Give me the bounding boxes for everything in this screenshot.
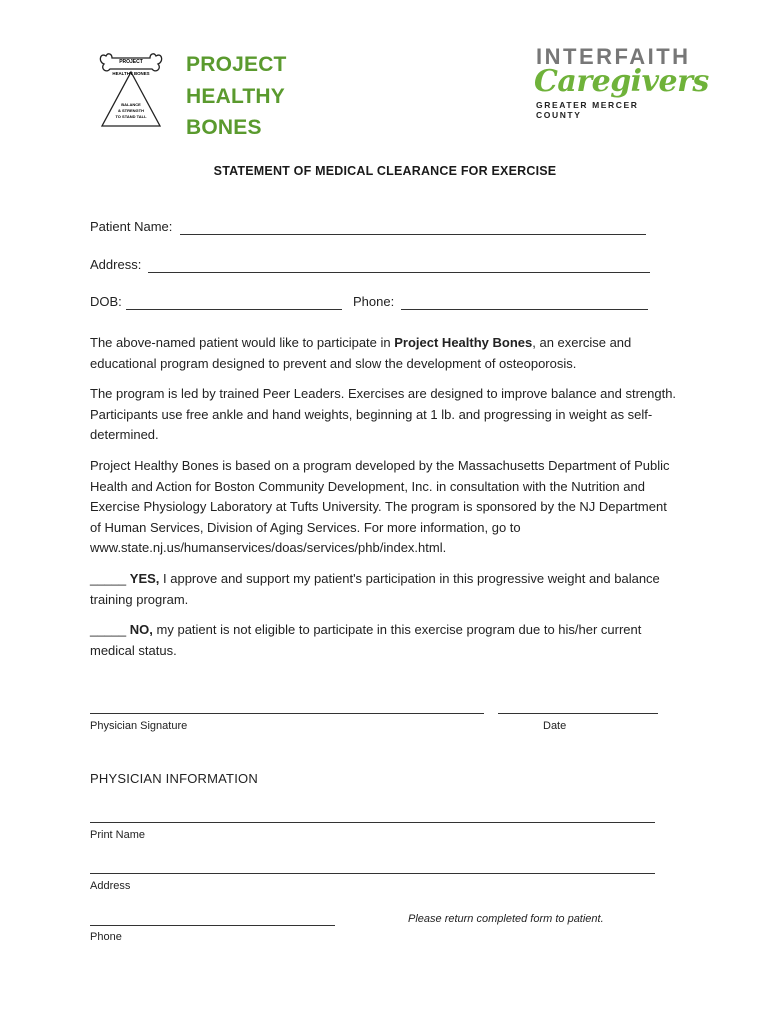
physician-phone-label: Phone <box>90 931 122 943</box>
phb-logo-top-text: PROJECT <box>119 59 143 65</box>
yes-blank[interactable]: _____ <box>90 571 127 586</box>
form-title: STATEMENT OF MEDICAL CLEARANCE FOR EXERCISE <box>213 164 557 178</box>
print-name-field[interactable] <box>90 822 655 823</box>
yes-text: I approve and support my patient's participation in this progressive weight and balance training program. <box>90 571 660 607</box>
date-field[interactable] <box>498 713 658 714</box>
interfaith-caregivers-logo <box>532 44 709 120</box>
yes-label: YES, <box>129 571 160 586</box>
patient-name-label: Patient Name: <box>90 219 173 234</box>
no-blank[interactable]: _____ <box>90 622 127 637</box>
physician-signature-field[interactable] <box>90 713 484 714</box>
no-label: NO, <box>129 622 153 637</box>
address-label: Address: <box>90 257 142 272</box>
program-name-bold: Project Healthy Bones <box>394 335 533 350</box>
ifc-logo-script: Caregivers <box>534 64 709 99</box>
dob-field[interactable] <box>126 309 342 310</box>
phb-logo-tag-1: BALANCE <box>121 102 141 107</box>
intro-text-before: The above-named patient would like to participate in <box>90 335 395 350</box>
project-healthy-bones-logo <box>98 50 164 130</box>
address-field[interactable] <box>148 272 650 273</box>
physician-signature-label: Physician Signature <box>90 720 188 732</box>
print-name-label: Print Name <box>90 829 146 841</box>
ifc-logo-top: INTERFAITH <box>536 44 691 69</box>
paragraph-intro <box>90 333 680 374</box>
phb-title-line-3: BONES <box>186 116 262 139</box>
return-note: Please return completed form to patient. <box>408 913 604 925</box>
yes-option <box>90 569 680 610</box>
phb-logo-tag-2: & STRENGTH <box>118 108 144 113</box>
phb-logo-mid-text: HEALTHY BONES <box>112 71 150 76</box>
patient-name-field[interactable] <box>180 234 646 235</box>
no-option <box>90 620 680 661</box>
ifc-logo-bottom: GREATER MERCER COUNTY <box>536 100 639 120</box>
phb-title-line-1: PROJECT <box>186 53 287 76</box>
physician-phone-field[interactable] <box>90 925 335 926</box>
dob-label: DOB: <box>90 294 122 309</box>
paragraph-background: Project Healthy Bones is based on a program developed by the Massachusetts Department of Public Health and Action for Boston Community Development, Inc. in consultation with the Nutrition and Exercise Physiology Laboratory at Tufts University. The program is sponsored by the NJ Department of Human Services, Division of Aging Services. For more information, go to www.state.nj.us/humanservices/doas/services/phb/index.html. <box>90 458 670 555</box>
physician-info-heading: PHYSICIAN INFORMATION <box>90 771 258 786</box>
phone-field[interactable] <box>401 309 648 310</box>
phone-label: Phone: <box>353 294 395 309</box>
no-text: my patient is not eligible to participate in this exercise program due to his/her current medical status. <box>90 622 642 658</box>
physician-address-label: Address <box>90 880 131 892</box>
physician-address-field[interactable] <box>90 873 655 874</box>
date-label: Date <box>543 720 567 732</box>
phb-title-line-2: HEALTHY <box>186 85 286 108</box>
intro-text-after: , an exercise and educational program designed to prevent and slow the development of osteoporosis. <box>90 335 632 371</box>
paragraph-program: The program is led by trained Peer Leaders. Exercises are designed to improve balance and strength. Participants use free ankle and hand weights, beginning at 1 lb. and progressing in weight as self- determined. <box>90 386 677 442</box>
phb-logo-tag-3: TO STAND TALL <box>115 114 147 119</box>
